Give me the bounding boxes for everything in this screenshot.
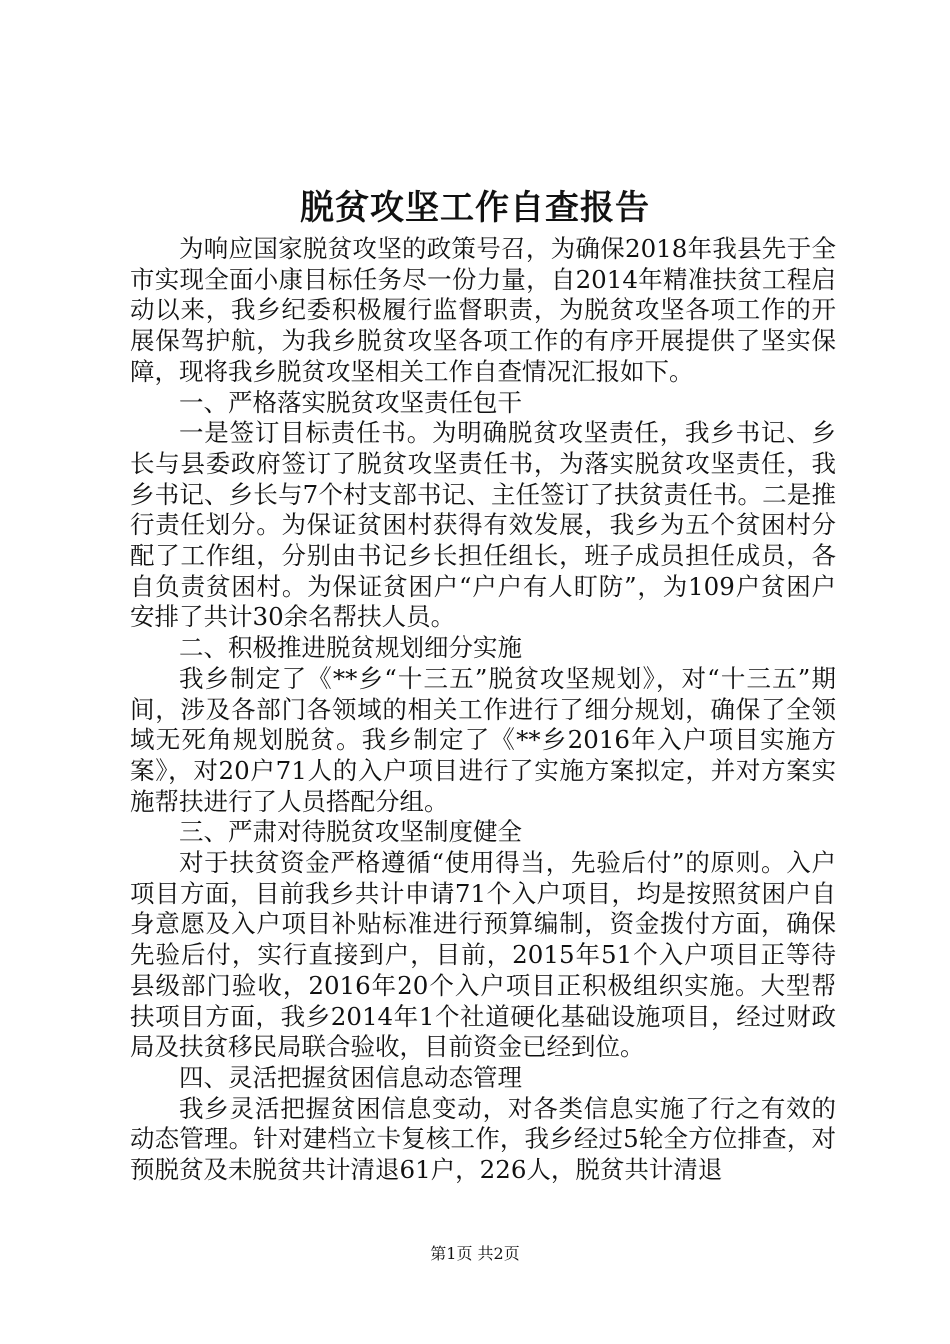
section-2-paragraph: 我乡制定了《**乡“十三五”脱贫攻坚规划》，对“十三五”期间，涉及各部门各领域的相关工作进行了细分规划，确保了全领域无死角规划脱贫。我乡制定了《**乡2016年入户项目实施方案》，对20户71人的入户项目进行了实施方案拟定，并对方案实施帮扶进行了人员搭配分组。 bbox=[130, 663, 836, 816]
section-1-paragraph: 一是签订目标责任书。为明确脱贫攻坚责任，我乡书记、乡长与县委政府签订了脱贫攻坚责任书，为落实脱贫攻坚责任，我乡书记、乡长与7个村支部书记、主任签订了扶贫责任书。二是推行责任划分。为保证贫困村获得有效发展，我乡为五个贫困村分配了工作组，分别由书记乡长担任组长，班子成员担任成员，各自负责贫困村。为保证贫困户“户户有人盯防”，为109户贫困户安排了共计30余名帮扶人员。 bbox=[130, 418, 836, 632]
page-number-footer: 第1页 共2页 bbox=[430, 1244, 520, 1263]
intro-paragraph: 为响应国家脱贫攻坚的政策号召，为确保2018年我县先于全市实现全面小康目标任务尽一份力量，自2014年精准扶贫工程启动以来，我乡纪委积极履行监督职责，为脱贫攻坚各项工作的开展保驾护航，为我乡脱贫攻坚各项工作的有序开展提供了坚实保障，现将我乡脱贫攻坚相关工作自查情况汇报如下。 bbox=[130, 234, 836, 386]
document-body bbox=[130, 234, 836, 1186]
section-heading-1: 一、严格落实脱贫攻坚责任包干 bbox=[179, 387, 522, 417]
section-heading-2: 二、积极推进脱贫规划细分实施 bbox=[179, 633, 522, 663]
document-title: 脱贫攻坚工作自查报告 bbox=[300, 188, 650, 228]
section-3-paragraph: 对于扶贫资金严格遵循“使用得当，先验后付”的原则。入户项目方面，目前我乡共计申请71个入户项目，均是按照贫困户自身意愿及入户项目补贴标准进行预算编制，资金拨付方面，确保先验后付，实行直接到户，目前，2015年51个入户项目正等待县级部门验收，2016年20个入户项目正积极组织实施。大型帮扶项目方面，我乡2014年1个社道硬化基础设施项目，经过财政局及扶贫移民局联合验收，目前资金已经到位。 bbox=[130, 848, 836, 1062]
section-4-paragraph: 我乡灵活把握贫困信息变动，对各类信息实施了行之有效的动态管理。针对建档立卡复核工作，我乡经过5轮全方位排查，对预脱贫及未脱贫共计清退61户，226人，脱贫共计清退 bbox=[130, 1093, 836, 1185]
section-heading-3: 三、严肃对待脱贫攻坚制度健全 bbox=[179, 817, 522, 847]
section-heading-4: 四、灵活把握贫困信息动态管理 bbox=[179, 1062, 522, 1092]
